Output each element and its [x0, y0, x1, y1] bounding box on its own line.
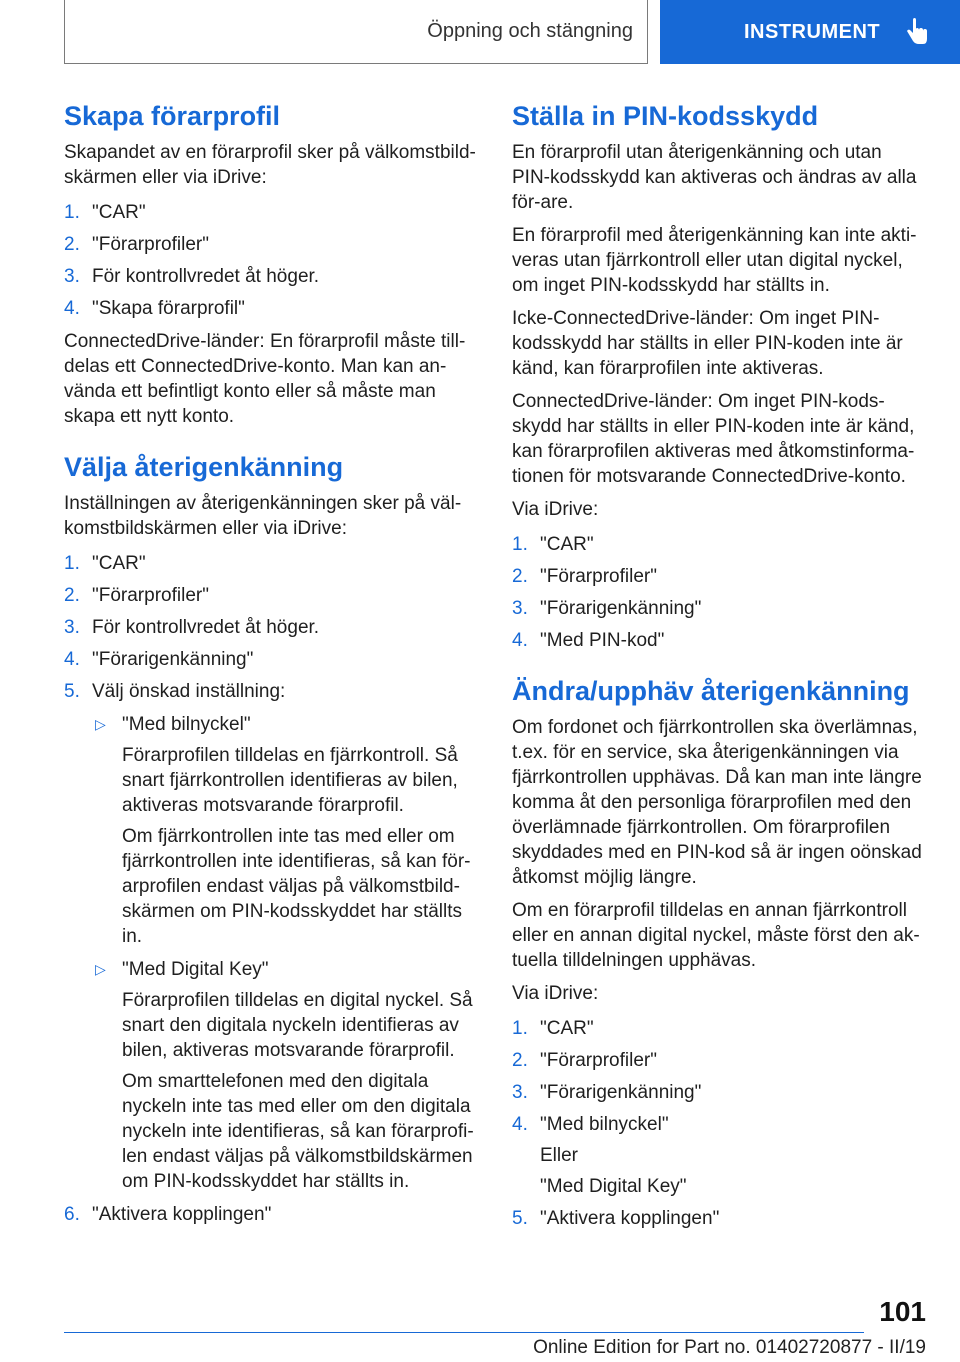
triangle-bullet-icon: ▷	[95, 960, 106, 977]
section-title: Öppning och stängning	[427, 20, 633, 42]
steps-list	[512, 532, 924, 653]
list-item: 1. "CAR"	[64, 201, 146, 223]
paragraph: Inställningen av återigenkänningen sker på väl-komstbildskärmen eller via iDrive:	[64, 492, 462, 539]
list-item: 3. För kontrollvredet åt höger.	[64, 265, 320, 287]
list-item: 2. "Förarprofiler"	[64, 233, 209, 255]
hand-pointer-icon	[904, 17, 930, 47]
list-item: 4. "Med PIN-kod"	[512, 629, 665, 651]
steps-list	[64, 551, 476, 1227]
paragraph: ConnectedDrive-länder: Om inget PIN-kods-skydd har ställts in eller PIN-koden inte är känd, kan förarprofilen aktiveras med åtkomstinforma-tionen för motsvarande ConnectedDrive-konto.	[512, 390, 915, 487]
list-item: 4. "Skapa förarprofil"	[64, 297, 245, 319]
options-list	[92, 712, 476, 1194]
steps-list	[64, 200, 476, 321]
paragraph: En förarprofil med återigenkänning kan inte akti-veras utan fjärrkontroll eller utan digital nyckel, om inget PIN-kodsskydd har ställts in.	[512, 224, 917, 296]
paragraph: Skapandet av en förarprofil sker på välkomstbild-skärmen eller via iDrive:	[64, 141, 476, 188]
chapter-tab	[660, 0, 960, 64]
list-item: 3. "Förarigenkänning"	[512, 1081, 702, 1103]
steps-list	[512, 1016, 924, 1231]
chapter-title: INSTRUMENT	[744, 20, 881, 43]
list-item: 2. "Förarprofiler"	[512, 1049, 657, 1071]
paragraph: Via iDrive:	[512, 498, 599, 520]
heading-create-profile: Skapa förarprofil	[64, 101, 281, 131]
list-item: 2. "Förarprofiler"	[512, 565, 657, 587]
list-item: 5. Välj önskad inställning: ▷ "Med bilnyckel" Förarprofilen tilldelas en fjärrkontroll. Så snart fjärrkontrollen identifieras av bilen, aktiveras motsvarande förarprofil. Om fjärrkontrollen inte tas med eller om fjärrkontrollen inte identifieras, så kan för-arprofilen endast väljas på välkomstbild-skärmen om PIN-kodsskyddet har ställts in. ▷ "Med Digital Key" Förarprofilen tilldelas en digital nyckel. Så snart den digitala nyckeln identifieras av bilen, aktiveras motsvarande förarprofil. Om smarttelefonen med den digitala nyckeln inte tas med eller om den digitala nyckeln inte identifieras, så kan förarprofi-len endast väljas på välkomstbildskärmen om PIN-kodsskyddet har ställts in.	[64, 679, 476, 1194]
section-tab	[64, 0, 648, 64]
list-item: 1. "CAR"	[64, 552, 146, 574]
list-item: 1. "CAR"	[512, 533, 594, 555]
paragraph: Om fordonet och fjärrkontrollen ska överlämnas, t.ex. för en service, ska återigenkänningen via fjärrkontrollen upphävas. Då kan man inte längre komma åt den personliga förarprofilen med den överlämnade fjärrkontrollen. Om förarprofilen skyddades med en PIN-kod så är ingen oönskad åtkomst möjlig längre.	[512, 716, 922, 888]
list-item: 2. "Förarprofiler"	[64, 584, 209, 606]
list-item: 4. "Med bilnyckel" Eller "Med Digital Key"	[512, 1113, 687, 1197]
heading-pin-protection: Ställa in PIN-kodsskydd	[512, 101, 819, 131]
list-item: 6. "Aktivera kopplingen"	[64, 1203, 272, 1225]
heading-change-recognition: Ändra/upphäv återigenkänning	[512, 675, 910, 706]
paragraph: En förarprofil utan återigenkänning och utan PIN-kodsskydd kan aktiveras och ändras av alla för-are.	[512, 141, 917, 213]
option-item: ▷ "Med Digital Key" Förarprofilen tilldelas en digital nyckel. Så snart den digitala nyckeln identifieras av bilen, aktiveras motsvarande förarprofil. Om smarttelefonen med den digitala nyckeln inte tas med eller om den digitala nyckeln inte identifieras, så kan förarprofi-len endast väljas på välkomstbildskärmen om PIN-kodsskyddet har ställts in.	[95, 958, 474, 1192]
paragraph: Via iDrive:	[512, 982, 599, 1004]
heading-choose-recognition: Välja återigenkänning	[64, 451, 344, 482]
right-column	[512, 100, 924, 1239]
option-item: ▷ "Med bilnyckel" Förarprofilen tilldelas en fjärrkontroll. Så snart fjärrkontrollen identifieras av bilen, aktiveras motsvarande förarprofil. Om fjärrkontrollen inte tas med eller om fjärrkontrollen inte identifieras, så kan för-arprofilen endast väljas på välkomstbild-skärmen om PIN-kodsskyddet har ställts in.	[95, 713, 471, 947]
footer-divider	[64, 1332, 864, 1333]
paragraph: Icke-ConnectedDrive-länder: Om inget PIN-kodsskydd har ställts in eller PIN-koden inte är känd, kan förarprofilen inte aktiveras.	[512, 307, 903, 379]
footer-edition: Online Edition for Part no. 01402720877 - II/19	[533, 1337, 926, 1358]
triangle-bullet-icon: ▷	[95, 715, 106, 732]
page-number: 101	[879, 1296, 926, 1327]
page-header	[0, 0, 960, 68]
paragraph: Om en förarprofil tilldelas en annan fjärrkontroll eller en annan digital nyckel, måste först den ak-tuella tilldelningen upphävas.	[512, 899, 920, 971]
list-item: 1. "CAR"	[512, 1017, 594, 1039]
list-item: 3. "Förarigenkänning"	[512, 597, 702, 619]
list-item: 4. "Förarigenkänning"	[64, 648, 254, 670]
left-column	[64, 100, 476, 1235]
list-item: 3. För kontrollvredet åt höger.	[64, 616, 320, 638]
list-item: 5. "Aktivera kopplingen"	[512, 1207, 720, 1229]
paragraph: ConnectedDrive-länder: En förarprofil måste till-delas ett ConnectedDrive-konto. Man kan an-vända ett befintligt konto eller så måste man skapa ett nytt konto.	[64, 330, 466, 427]
